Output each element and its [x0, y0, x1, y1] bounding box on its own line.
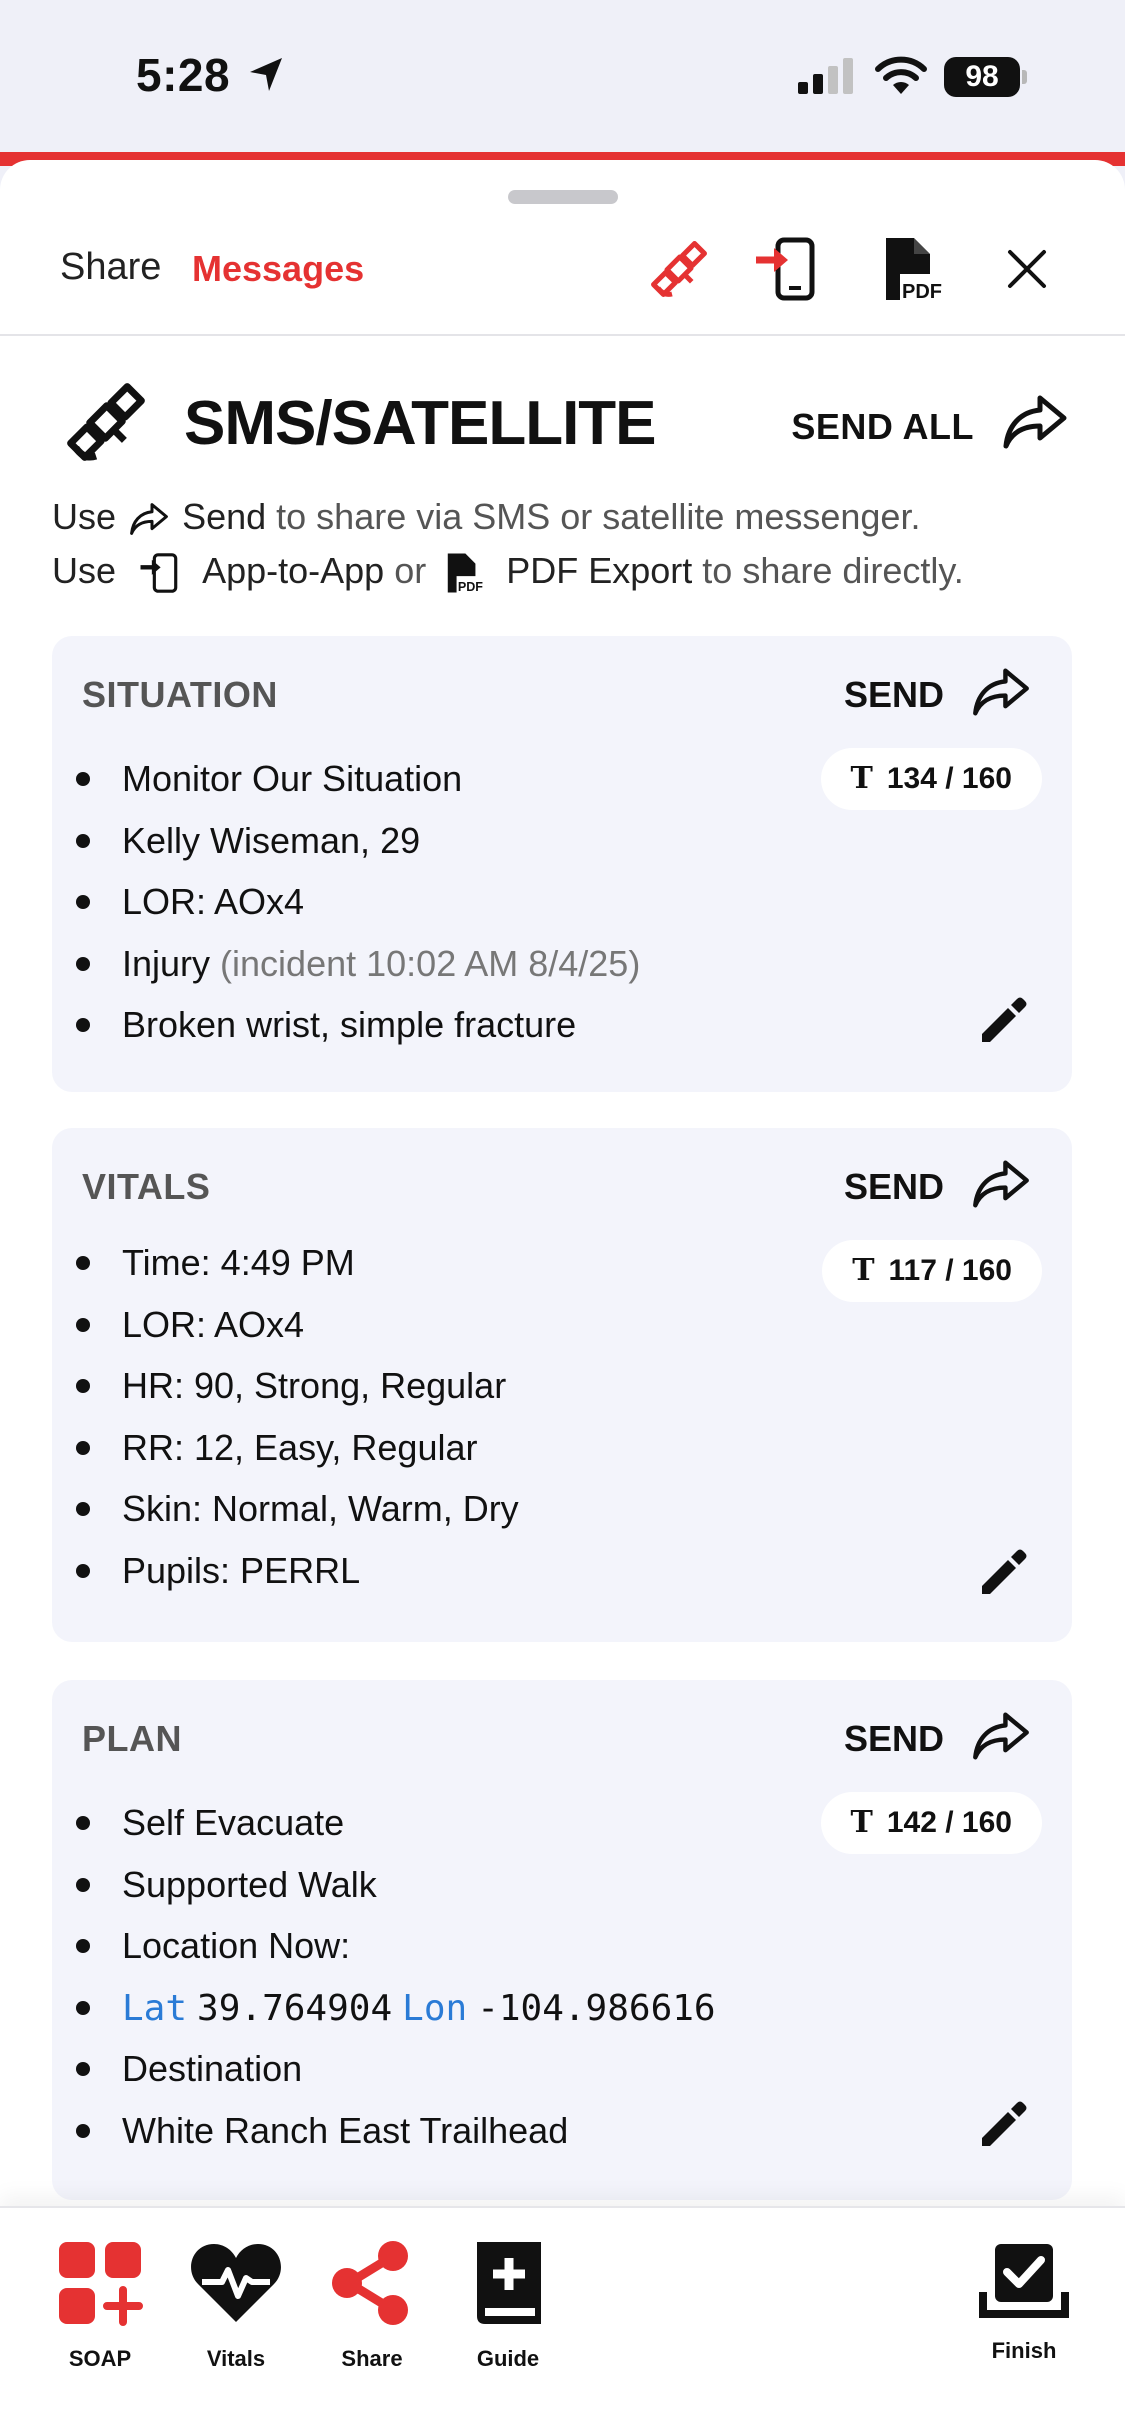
card-title: PLAN [82, 1718, 182, 1759]
list-item: Skin: Normal, Warm, Dry [122, 1478, 519, 1540]
list-item: LOR: AOx4 [122, 871, 640, 933]
header-channel-label: Messages [192, 248, 365, 289]
share-nodes-icon [327, 2238, 417, 2328]
tab-share[interactable] [312, 2238, 432, 2378]
tab-label: SOAP [68, 2346, 132, 2371]
character-count-badge [822, 1240, 1042, 1302]
tab-vitals[interactable] [176, 2238, 296, 2378]
text-icon: T [850, 1805, 873, 1840]
list-item: Time: 4:49 PM [122, 1232, 519, 1294]
text-icon: T [850, 761, 873, 796]
instr-pdf-rest: to share directly. [702, 550, 964, 591]
list-item: RR: 12, Easy, Regular [122, 1417, 519, 1479]
tab-soap[interactable] [40, 2238, 160, 2378]
location-coordinates [122, 1977, 716, 2039]
character-count-badge [821, 748, 1042, 810]
tab-label: Vitals [206, 2346, 266, 2371]
heart-pulse-icon [188, 2238, 284, 2328]
pdf-export-icon [444, 551, 488, 595]
send-button[interactable]: SEND [843, 674, 944, 715]
section-title: SMS/SATELLITE [184, 389, 656, 458]
plan-card [52, 1680, 1072, 2200]
soap-grid-icon [55, 2238, 145, 2328]
list-item: Kelly Wiseman, 29 [122, 810, 640, 872]
instr-or: or [394, 550, 427, 591]
share-sheet [0, 160, 1125, 2436]
list-item: Self Evacuate [122, 1792, 716, 1854]
list-item: Broken wrist, simple fracture [122, 994, 640, 1056]
share-forward-icon[interactable] [970, 1156, 1032, 1212]
section-title-row [60, 370, 1070, 470]
share-forward-icon[interactable] [970, 664, 1032, 720]
close-icon[interactable] [992, 234, 1062, 304]
tab-label: Share [341, 2346, 403, 2371]
tab-label: Guide [476, 2346, 540, 2371]
text-icon: T [852, 1253, 875, 1288]
share-forward-icon[interactable] [970, 1708, 1032, 1764]
battery-level: 98 [944, 57, 1020, 97]
location-arrow-icon [246, 54, 286, 94]
lat-value: 39.764904 [197, 1987, 393, 2029]
share-forward-icon [128, 501, 170, 537]
list-item: LOR: AOx4 [122, 1294, 519, 1356]
instr-pdf: PDF Export [506, 550, 693, 591]
list-item: Destination [122, 2038, 716, 2100]
instr-use: Use [52, 496, 117, 537]
svg-text:PDF: PDF [902, 281, 942, 303]
instr-send-rest: to share via SMS or satellite messenger. [276, 496, 921, 537]
battery-cap [1022, 70, 1027, 84]
card-title: VITALS [82, 1166, 211, 1207]
satellite-icon [60, 376, 152, 468]
svg-text:PDF: PDF [458, 580, 484, 595]
sheet-header [0, 200, 1125, 336]
share-forward-icon[interactable] [1000, 392, 1070, 452]
situation-list [122, 748, 640, 1056]
app-to-app-icon[interactable] [752, 234, 822, 304]
send-all-button[interactable]: SEND ALL [791, 406, 974, 447]
tab-guide[interactable] [448, 2238, 568, 2378]
injury-note: (incident 10:02 AM 8/4/25) [220, 942, 641, 984]
char-count: 117 / 160 [888, 1254, 1012, 1287]
char-count: 134 / 160 [886, 762, 1012, 795]
injury-label: Injury [122, 942, 211, 984]
pencil-icon[interactable] [976, 992, 1032, 1048]
plan-list [122, 1792, 716, 2161]
list-item [122, 933, 640, 995]
list-item: Monitor Our Situation [122, 748, 640, 810]
instruction-line-1 [52, 496, 920, 538]
send-button[interactable]: SEND [843, 1718, 944, 1759]
pdf-export-icon[interactable] [880, 234, 950, 304]
vitals-card [52, 1128, 1072, 1642]
character-count-badge [821, 1792, 1042, 1854]
situation-card [52, 636, 1072, 1092]
instr-use-2: Use [52, 550, 117, 591]
instruction-line-2 [52, 550, 964, 595]
satellite-icon[interactable] [644, 234, 714, 304]
medical-book-icon [463, 2238, 553, 2328]
lon-label: Lon [402, 1987, 468, 2029]
wifi-icon [874, 56, 928, 96]
pencil-icon[interactable] [976, 2096, 1032, 2152]
list-item: HR: 90, Strong, Regular [122, 1355, 519, 1417]
tab-bar [0, 2206, 1125, 2436]
vitals-list [122, 1232, 519, 1601]
instr-send: Send [182, 496, 267, 537]
list-item: Location Now: [122, 1915, 716, 1977]
status-time: 5:28 [136, 49, 231, 101]
char-count: 142 / 160 [886, 1806, 1012, 1839]
tab-label: Finish [991, 2338, 1057, 2363]
send-button[interactable]: SEND [843, 1166, 944, 1207]
list-item: Pupils: PERRL [122, 1540, 519, 1602]
app-to-app-icon [136, 551, 184, 595]
checkbox-tray-icon [979, 2238, 1069, 2328]
list-item: White Ranch East Trailhead [122, 2100, 716, 2162]
pencil-icon[interactable] [976, 1544, 1032, 1600]
cellular-signal-icon [796, 58, 856, 94]
lat-label: Lat [122, 1987, 188, 2029]
lon-value: -104.986616 [477, 1987, 716, 2029]
card-title: SITUATION [82, 674, 278, 715]
instr-app: App-to-App [202, 550, 385, 591]
list-item: Supported Walk [122, 1854, 716, 1916]
status-bar [0, 0, 1125, 150]
battery-indicator [944, 57, 1028, 97]
tab-finish[interactable] [964, 2238, 1084, 2378]
header-share-label: Share [60, 246, 162, 288]
